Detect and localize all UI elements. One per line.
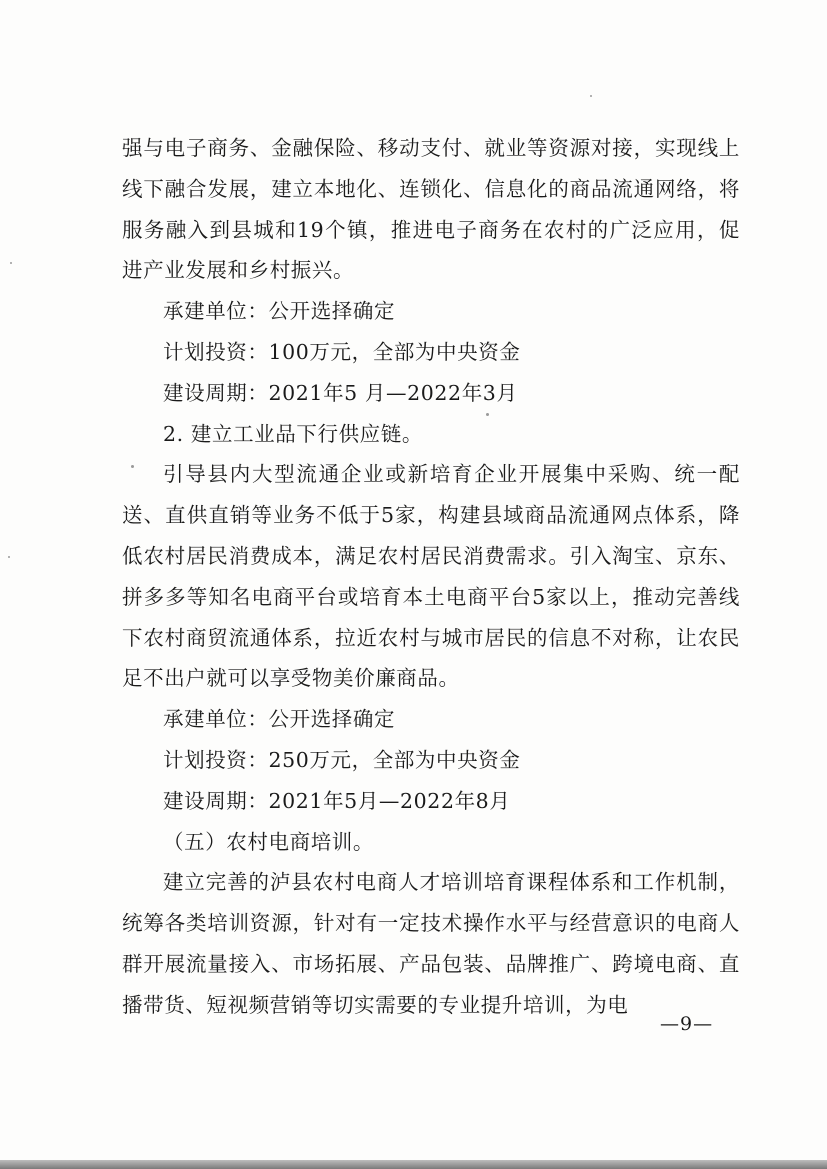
scan-speck	[10, 262, 12, 264]
scan-speck	[131, 465, 134, 468]
page-number: —9—	[660, 1013, 714, 1035]
paragraph-period-2: 建设周期：2021年5月—2022年8月	[163, 788, 511, 813]
paragraph-contractor-2: 承建单位：公开选择确定	[163, 707, 396, 732]
paragraph-contractor-1: 承建单位：公开选择确定	[163, 299, 396, 324]
scan-speck	[8, 556, 10, 558]
paragraph-supply-chain-description: 引导县内大型流通企业或新培育企业开展集中采购、统一配送、直供直销等业务不低于5家，构建县域商品流通网点体系，降低农村居民消费成本，满足农村居民消费需求。引入淘宝、京东、拼多多等知名电商平台或培育本土电商平台5家以上，推动完善线下农村商贸流通体系，拉近农村与城市居民的信息不对称，让农民足不出户就可以享受物美价廉商品。	[122, 462, 740, 691]
section-heading-ecommerce-training: （五）农村电商培训。	[163, 829, 374, 854]
paragraph-investment-1: 计划投资：100万元，全部为中央资金	[163, 339, 521, 364]
scan-speck	[590, 95, 592, 97]
scan-speck	[486, 413, 489, 416]
paragraph-ecommerce-integration: 强与电子商务、金融保险、移动支付、就业等资源对接，实现线上线下融合发展，建立本地化、连锁化、信息化的商品流通网络，将服务融入到县城和19个镇，推进电子商务在农村的广泛应用，促进产业发展和乡村振兴。	[122, 136, 740, 283]
section-heading-industrial-supply-chain: 2. 建立工业品下行供应链。	[163, 421, 423, 446]
document-body	[122, 128, 740, 1026]
scan-bottom-edge	[0, 1160, 827, 1169]
paragraph-period-1: 建设周期：2021年5 月—2022年3月	[163, 380, 518, 405]
paragraph-investment-2: 计划投资：250万元，全部为中央资金	[163, 747, 521, 772]
paragraph-training-description: 建立完善的泸县农村电商人才培训培育课程体系和工作机制，统筹各类培训资源，针对有一定技术操作水平与经营意识的电商人群开展流量接入、市场拓展、产品包装、品牌推广、跨境电商、直播带货、短视频营销等切实需要的专业提升培训，为电	[122, 870, 740, 1017]
